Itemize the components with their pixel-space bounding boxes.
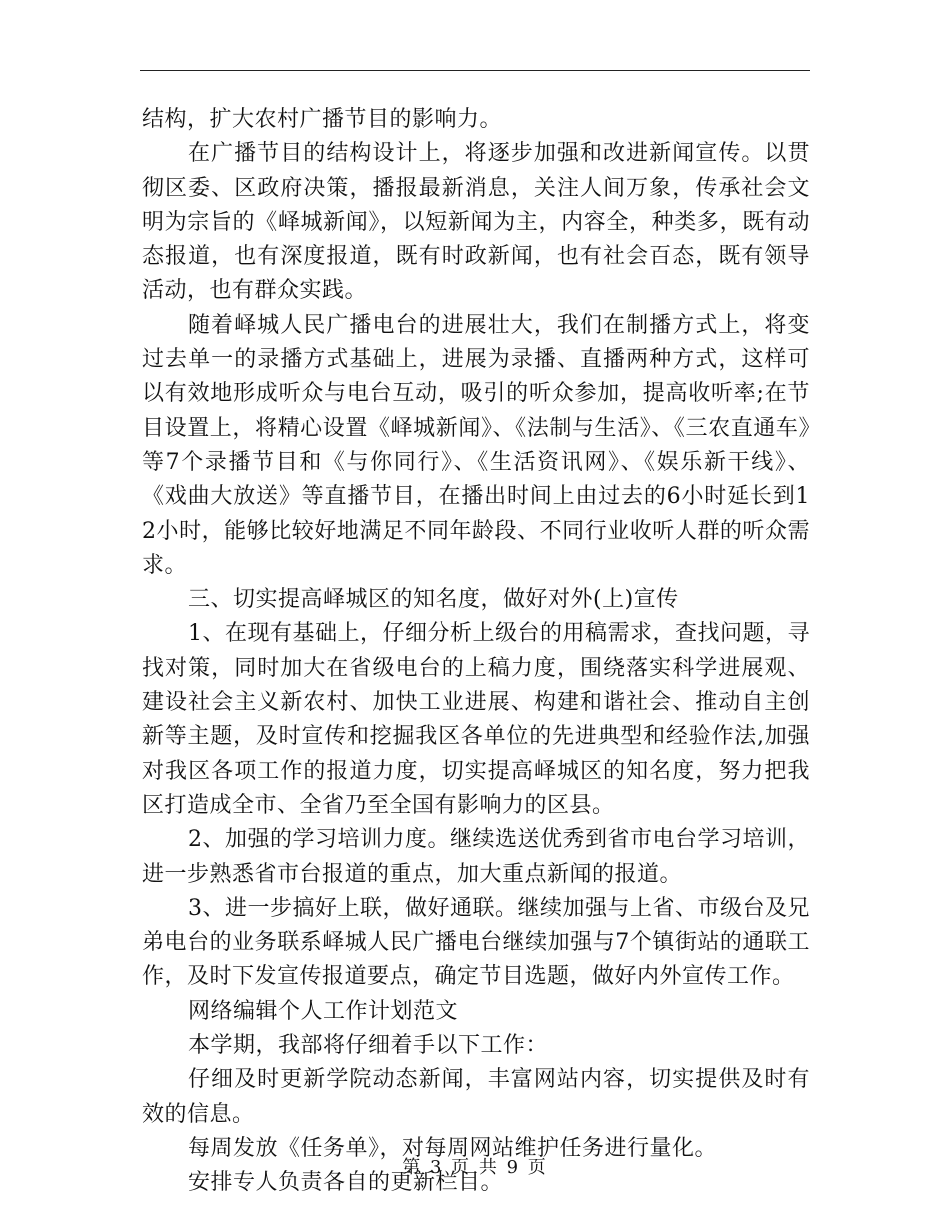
paragraph: 本学期，我部将仔细着手以下工作： [188,1033,549,1059]
paragraph: 3、进一步搞好上联，做好通联。继续加强与上省、市级台及兄弟电台的业务联系峄城人民广播电台继续加强与7个镇街站的通联工作，及时下发宣传报道要点，确定节目选题，做好内外宣传工作。 [142,895,810,990]
paragraph: 2、加强的学习培训力度。继续选送优秀到省市电台学习培训，进一步熟悉省市台报道的重点，加大重点新闻的报道。 [142,827,810,887]
paragraph: 在广播节目的结构设计上，将逐步加强和改进新闻宣传。以贯彻区委、区政府决策，播报最新消息，关注人间万象，传承社会文明为宗旨的《峄城新闻》，以短新闻为主，内容全，种类多，既有动态报道，也有深度报道，既有时政新闻，也有社会百态，既有领导活动，也有群众实践。 [142,141,810,304]
page-number-footer: 第 3 页 共 9 页 [402,1157,548,1178]
paragraph: 结构，扩大农村广播节目的影响力。 [142,107,503,132]
paragraph: 1、在现有基础上，仔细分析上级台的用稿需求，查找问题，寻找对策，同时加大在省级电台的上稿力度，围绕落实科学进展观、建设社会主义新农村、加快工业进展、构建和谐社会、推动自主创新等主题，及时宣传和挖掘我区各单位的先进典型和经验作法,加强对我区各项工作的报道力度，切实提高峄城区的知名度，努力把我区打造成全市、全省乃至全国有影响力的区县。 [142,621,810,818]
section-heading: 三、切实提高峄城区的知名度，做好对外(上)宣传 [188,587,679,613]
paragraph: 随着峄城人民广播电台的进展壮大，我们在制播方式上，将变过去单一的录播方式基础上，进展为录播、直播两种方式，这样可以有效地形成听众与电台互动，吸引的听众参加，提高收听率;在节目设置上，将精心设置《峄城新闻》、《法制与生活》、《三农直通车》等7个录播节目和《与你同行》、《生活资讯网》、《娱乐新干线》、《戏曲大放送》等直播节目，在播出时间上由过去的6小时延长到12小时，能够比较好地满足不同年龄段、不同行业收听人群的听众需求。 [142,312,810,578]
paragraph: 安排专人负责各自的更新栏目。 [188,1170,504,1196]
paragraph: 仔细及时更新学院动态新闻，丰富网站内容，切实提供及时有效的信息。 [142,1067,810,1127]
article-title: 网络编辑个人工作计划范文 [188,998,459,1024]
document-body [142,103,810,1201]
paragraph: 每周发放《任务单》，对每周网站维护任务进行量化。 [188,1135,718,1161]
header-rule [140,70,810,71]
